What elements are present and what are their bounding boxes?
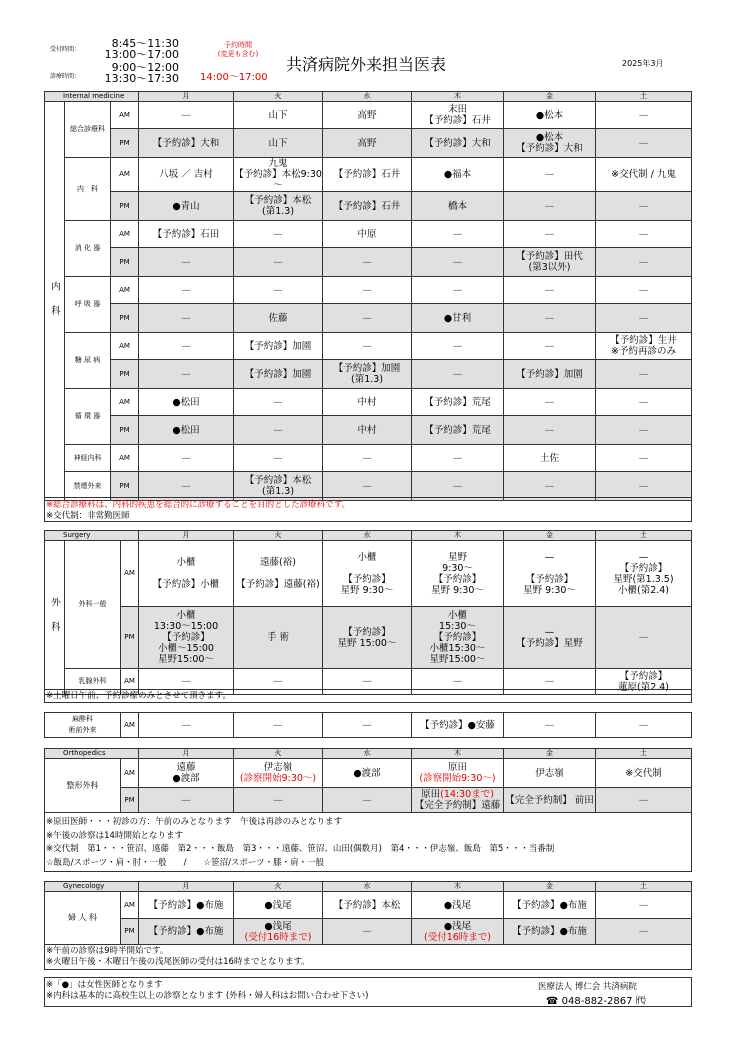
hospital-tel: ☎ 048-882-2867 ㈹ (546, 996, 646, 1007)
dept-label: 婦 人 科 (45, 892, 121, 945)
schedule-cell: 遠藤(裕) 【予約診】遠藤(裕) (234, 541, 323, 607)
day-header: 木 (412, 749, 504, 759)
period-label: PM (121, 788, 139, 813)
schedule-cell: 土佐 (504, 445, 596, 472)
schedule-cell: — (412, 472, 504, 501)
day-header: 土 (596, 531, 692, 541)
schedule-cell: 八坂 ／ 吉村 (139, 158, 234, 192)
schedule-cell: 【予約診】●布施 (504, 919, 596, 945)
schedule-cell: — (504, 158, 596, 192)
ortho-notes-box (44, 812, 692, 872)
schedule-cell: — (504, 389, 596, 416)
day-header: 木 (412, 882, 504, 892)
schedule-cell: — (139, 333, 234, 360)
schedule-cell: — (504, 669, 596, 695)
schedule-cell: — (504, 713, 596, 738)
schedule-cell: — (139, 472, 234, 501)
period-label: PM (121, 919, 139, 945)
schedule-cell: ●松本 (504, 102, 596, 129)
dept-label: 整形外科 (45, 759, 121, 813)
schedule-cell: — (596, 248, 692, 277)
period-label: AM (121, 759, 139, 788)
schedule-cell: 【予約診】石井 (323, 192, 412, 221)
footer-notes: ※「●」は女性医師となります ※内科は基本的に高校生以上の診察となります (外科・婦人科はお問い合わせ下さい) (46, 980, 369, 1001)
day-header: 月 (139, 882, 234, 892)
schedule-cell: — (596, 192, 692, 221)
schedule-cell: — (412, 360, 504, 389)
schedule-cell: — (596, 389, 692, 416)
day-header: 火 (234, 92, 323, 102)
day-header: 木 (412, 531, 504, 541)
period-label: AM (111, 445, 139, 472)
period-label: PM (111, 472, 139, 501)
schedule-cell: 中原 (323, 221, 412, 248)
schedule-cell: — (323, 248, 412, 277)
internal-medicine-table (44, 91, 692, 501)
schedule-cell: — (504, 221, 596, 248)
surgery-section-label: Surgery (45, 531, 139, 541)
schedule-cell: 【予約診】●布施 (139, 919, 234, 945)
schedule-cell: 手 術 (234, 607, 323, 669)
schedule-cell: ●松田 (139, 416, 234, 445)
period-label: PM (121, 607, 139, 669)
schedule-cell: 【予約診】大和 (139, 129, 234, 158)
schedule-cell: — (412, 445, 504, 472)
schedule-cell: — (504, 304, 596, 333)
schedule-cell: — (234, 389, 323, 416)
schedule-cell: — (323, 472, 412, 501)
internal-vertical-label: 内 科 (45, 102, 65, 501)
schedule-cell: — (234, 248, 323, 277)
schedule-cell: — (412, 277, 504, 304)
schedule-cell: 小櫃 【予約診】 星野 9:30～ (323, 541, 412, 607)
schedule-cell: — (234, 713, 323, 738)
schedule-cell: 小櫃 15:30～ 【予約診】 小櫃15:30～ 星野15:00～ (412, 607, 504, 669)
gyn-section-label: Gynecology (45, 882, 139, 892)
hospital-name: 医療法人 博仁会 共済病院 (538, 982, 637, 992)
schedule-cell: 遠藤 ●渡部 (139, 759, 234, 788)
consult-label: 診療時間： (50, 73, 81, 80)
reception-times: 8:45～11:30 13:00～17:00 (104, 37, 179, 61)
schedule-cell: — (234, 277, 323, 304)
schedule-cell: — (234, 788, 323, 813)
schedule-cell: 伊志嶺 (診察開始9:30～) (234, 759, 323, 788)
schedule-cell: 【予約診】本松 (第1.3) (234, 472, 323, 501)
period-label: AM (111, 333, 139, 360)
schedule-cell: — (504, 472, 596, 501)
schedule-cell: — (596, 607, 692, 669)
day-header: 土 (596, 92, 692, 102)
schedule-cell: — (504, 416, 596, 445)
schedule-cell: — (412, 221, 504, 248)
schedule-cell: — (596, 102, 692, 129)
schedule-cell: — (139, 102, 234, 129)
schedule-cell: — (504, 192, 596, 221)
schedule-cell: — 【予約診】星野 (504, 607, 596, 669)
schedule-cell: 伊志嶺 (504, 759, 596, 788)
schedule-cell: — (323, 445, 412, 472)
schedule-cell: — (323, 669, 412, 695)
period-label: AM (111, 221, 139, 248)
dept-label: 禁煙外来 (65, 472, 111, 501)
day-header: 火 (234, 749, 323, 759)
schedule-cell: — (234, 416, 323, 445)
schedule-cell: ●松本 【予約診】大和 (504, 129, 596, 158)
schedule-cell: — (323, 277, 412, 304)
schedule-cell: ●福本 (412, 158, 504, 192)
day-header: 月 (139, 749, 234, 759)
period-label: AM (111, 389, 139, 416)
schedule-cell: 高野 (323, 102, 412, 129)
day-header: 月 (139, 531, 234, 541)
internal-section-label: Internal medicine (45, 92, 139, 102)
schedule-cell: 佐藤 (234, 304, 323, 333)
dept-label: 循 環 器 (65, 389, 111, 445)
dept-label: 糖 尿 病 (65, 333, 111, 389)
schedule-cell: — (412, 248, 504, 277)
schedule-cell: — (139, 713, 234, 738)
dept-label: 消 化 器 (65, 221, 111, 277)
schedule-cell: — 【予約診】 星野 9:30～ (504, 541, 596, 607)
schedule-cell: 橋本 (412, 192, 504, 221)
schedule-cell: — (139, 445, 234, 472)
schedule-cell: — (596, 892, 692, 919)
dept-label: 総合診療科 (65, 102, 111, 158)
day-header: 水 (323, 749, 412, 759)
schedule-cell: ●浅尾 (受付16時まで) (234, 919, 323, 945)
schedule-cell: — (596, 472, 692, 501)
reservation-time: 14:00～17:00 (200, 72, 268, 83)
schedule-cell: — (139, 360, 234, 389)
schedule-cell: ●渡部 (323, 759, 412, 788)
schedule-cell: — (412, 333, 504, 360)
schedule-cell: ※交代制 (596, 759, 692, 788)
schedule-cell: 【予約診】大和 (412, 129, 504, 158)
schedule-cell: — (234, 221, 323, 248)
day-header: 金 (504, 531, 596, 541)
schedule-cell: — (323, 333, 412, 360)
schedule-cell: — (596, 221, 692, 248)
day-header: 金 (504, 882, 596, 892)
schedule-cell: 星野 9:30～ 【予約診】 星野 9:30～ (412, 541, 504, 607)
schedule-cell: — (412, 669, 504, 695)
period-label: AM (121, 713, 139, 738)
schedule-cell: 中村 (323, 416, 412, 445)
surgery-table (44, 530, 692, 695)
schedule-cell: 【予約診】本松 (323, 892, 412, 919)
surgery-note: ※土曜日午前、予約診療のみとさせて頂きます。 (46, 691, 231, 701)
schedule-cell: 小櫃 【予約診】小櫃 (139, 541, 234, 607)
schedule-cell: — (596, 416, 692, 445)
schedule-cell: — (139, 248, 234, 277)
schedule-cell: 九鬼 【予約診】本松9:30～ (234, 158, 322, 191)
schedule-cell: 【完全予約制】 前田 (504, 788, 596, 813)
schedule-cell: — (596, 129, 692, 158)
schedule-cell: 小櫃 13:30～15:00 【予約診】 小櫃～15:00 星野15:00～ (139, 607, 234, 669)
schedule-cell: — (596, 304, 692, 333)
schedule-cell: — (596, 919, 692, 945)
day-header: 土 (596, 882, 692, 892)
schedule-cell: — (139, 788, 234, 813)
day-header: 水 (323, 882, 412, 892)
surgery-vertical-label: 外 科 (45, 541, 65, 695)
dept-label: 外科一般 (65, 541, 121, 669)
gyn-notes: ※午前の診察は9時半開始です。 ※火曜日午後・木曜日午後の浅尾医師の受付は16時までとなります。 (46, 946, 310, 967)
gynecology-table (44, 881, 692, 945)
day-header: 金 (504, 749, 596, 759)
schedule-cell: ※交代制 / 九鬼 (596, 158, 692, 192)
schedule-cell: 【予約診】●布施 (139, 892, 234, 919)
schedule-cell: 山下 (234, 102, 323, 129)
schedule-cell: ●浅尾 (412, 892, 504, 919)
schedule-cell: 【予約診】荒尾 (412, 416, 504, 445)
day-header: 金 (504, 92, 596, 102)
schedule-cell: — (596, 277, 692, 304)
schedule-cell: — (596, 713, 692, 738)
period-label: PM (111, 129, 139, 158)
period-label: AM (121, 892, 139, 919)
ortho-section-label: Orthopedics (45, 749, 139, 759)
consult-times: 9:00～12:00 13:30～17:30 (104, 61, 179, 85)
period-label: AM (111, 158, 139, 192)
dept-label: 乳腺外科 (65, 669, 121, 695)
period-label: PM (111, 360, 139, 389)
schedule-cell: — (323, 788, 412, 813)
period-label: PM (111, 248, 139, 277)
schedule-cell: 【予約診】 蓮原(第2.4) (596, 669, 692, 695)
schedule-cell: ●浅尾 (受付16時まで) (412, 919, 504, 945)
orthopedics-table (44, 748, 692, 813)
ortho-notes: ※原田医師・・・初診の方：午前のみとなります 午後は再診のみとなります ※午後の診察は14時開始となります ※交代制 第1・・・笹沼、遠藤 第2・・・飯島 第3・・・遠藤、笹沼、山田(偶数月) 第4・・・伊志嶺、飯島 第5・・・当番制 ☆飯島/スポーツ・肩・肘・一般 / ☆笹沼/スポーツ・膝・肩・一般 (46, 817, 555, 868)
schedule-cell: 【予約診】●安藤 (412, 713, 504, 738)
schedule-cell: — (323, 304, 412, 333)
schedule-cell: — (596, 445, 692, 472)
schedule-cell: ●甘利 (412, 304, 504, 333)
period-label: AM (121, 669, 139, 695)
surgery-note-box (44, 689, 692, 703)
schedule-cell: — (504, 333, 596, 360)
schedule-cell: 山下 (234, 129, 323, 158)
day-header: 月 (139, 92, 234, 102)
dept-label: 内 科 (65, 158, 111, 221)
period-label: AM (121, 541, 139, 607)
schedule-cell: 【予約診】生井 ※予約再診のみ (596, 333, 692, 360)
day-header: 土 (596, 749, 692, 759)
schedule-cell: 中村 (323, 389, 412, 416)
reservation-info: 予約時間 (変更も含む) (217, 41, 259, 58)
anesthesia-table (44, 712, 692, 738)
day-header: 木 (412, 92, 504, 102)
schedule-cell: 【予約診】石井 (323, 158, 412, 192)
schedule-cell: — (139, 277, 234, 304)
period-label: PM (111, 192, 139, 221)
schedule-cell: ●青山 (139, 192, 234, 221)
schedule-cell: 【予約診】●布施 (504, 892, 596, 919)
schedule-cell: ●浅尾 (234, 892, 323, 919)
dept-label: 神経内科 (65, 445, 111, 472)
period-label: PM (111, 416, 139, 445)
schedule-cell: 高野 (323, 129, 412, 158)
schedule-cell: — (323, 919, 412, 945)
schedule-cell: — (596, 788, 692, 813)
period-label: AM (111, 102, 139, 129)
schedule-cell: — (234, 669, 323, 695)
schedule-cell: 原田 (診察開始9:30～) (412, 759, 504, 788)
schedule-cell: 【予約診】加園 (234, 360, 323, 389)
page-title: 共済病院外来担当医表 (286, 55, 447, 74)
schedule-cell: — (139, 304, 234, 333)
schedule-cell: 【予約診】本松 (第1.3) (234, 192, 323, 221)
schedule-cell: 【予約診】荒尾 (412, 389, 504, 416)
schedule-cell: — (139, 669, 234, 695)
gyn-notes-box (44, 944, 692, 970)
reception-label: 受付時間： (50, 46, 81, 53)
period-label: AM (111, 277, 139, 304)
schedule-cell: — (323, 713, 412, 738)
schedule-cell: 【予約診】加園 (第1.3) (323, 360, 412, 389)
schedule-cell: 原田(14:30まで) 【完全予約制】遠藤 (412, 788, 504, 813)
period-label: PM (111, 304, 139, 333)
schedule-cell: — (234, 445, 323, 472)
schedule-cell: 【予約診】田代 (第3以外) (504, 248, 596, 277)
schedule-cell: ●松田 (139, 389, 234, 416)
dept-label: 麻酔科 術前外来 (45, 713, 121, 738)
schedule-cell: 【予約診】加園 (234, 333, 323, 360)
internal-notes-box (44, 497, 692, 522)
schedule-cell: 【予約診】 星野 15:00～ (323, 607, 412, 669)
internal-notes: ※総合診療科は、内科的疾患を総合的に診療することを目的とした診療科です。 ※交代制：非常勤医師 (46, 500, 350, 521)
page-date: 2025年3月 (622, 59, 664, 68)
schedule-cell: — (504, 277, 596, 304)
day-header: 火 (234, 882, 323, 892)
dept-label: 呼 吸 器 (65, 277, 111, 333)
schedule-cell: — 【予約診】 星野(第1.3.5) 小櫃(第2.4) (596, 541, 692, 607)
day-header: 水 (323, 531, 412, 541)
day-header: 火 (234, 531, 323, 541)
schedule-cell: — (596, 360, 692, 389)
schedule-cell: 【予約診】石田 (139, 221, 234, 248)
schedule-cell: 【予約診】加園 (504, 360, 596, 389)
schedule-cell: 末田 【予約診】石井 (412, 102, 504, 129)
day-header: 水 (323, 92, 412, 102)
